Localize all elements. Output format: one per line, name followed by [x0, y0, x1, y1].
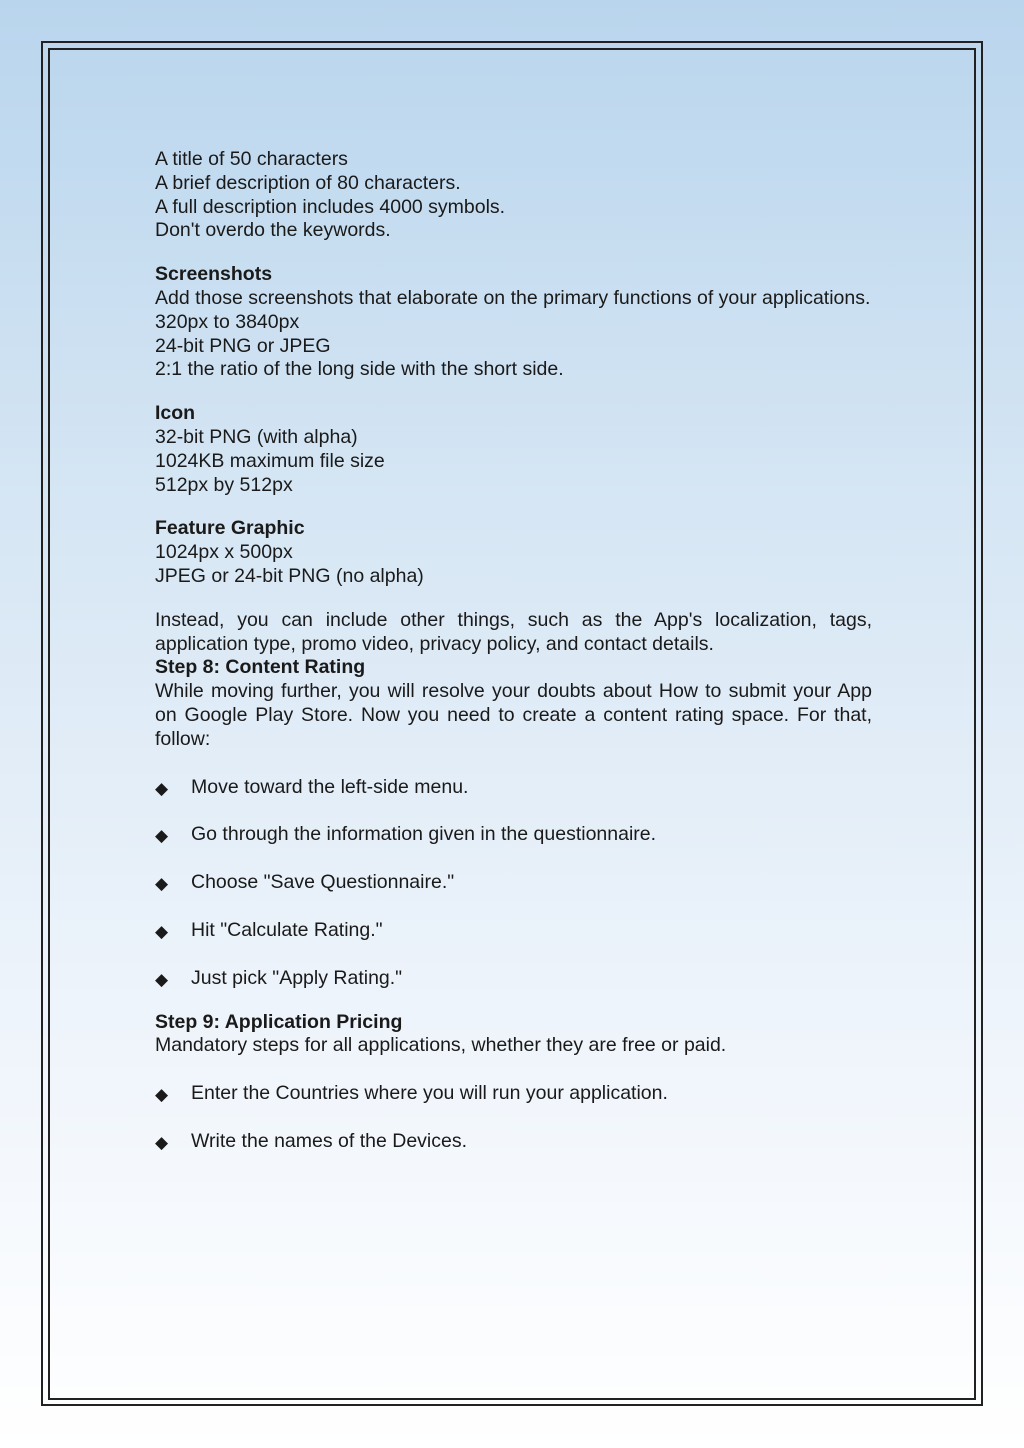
icon-line: 32-bit PNG (with alpha) [155, 425, 358, 448]
feature-graphic-line: JPEG or 24-bit PNG (no alpha) [155, 564, 424, 587]
list-item-text: Choose "Save Questionnaire." [191, 871, 455, 894]
list-item-text: Go through the information given in the questionnaire. [191, 823, 657, 846]
feature-graphic-heading: Feature Graphic [155, 517, 305, 540]
diamond-bullet-icon: ◆ [155, 1085, 169, 1105]
list-item [155, 967, 872, 991]
list-item [155, 1082, 872, 1106]
diamond-bullet-icon: ◆ [155, 778, 169, 798]
list-item [155, 776, 872, 800]
feature-graphic-section [155, 541, 872, 589]
list-item-text: Enter the Countries where you will run your application. [191, 1082, 668, 1105]
icon-line: 512px by 512px [155, 473, 293, 496]
list-item-text: Write the names of the Devices. [191, 1129, 468, 1152]
intro-line: A brief description of 80 characters. [155, 171, 461, 194]
list-item [155, 919, 872, 943]
step9-heading: Step 9: Application Pricing [155, 1010, 403, 1033]
screenshots-paragraph: Add those screenshots that elaborate on the primary functions of your applications. [155, 286, 871, 309]
screenshots-line: 2:1 the ratio of the long side with the short side. [155, 358, 564, 381]
step9-bullet-list [155, 1082, 872, 1154]
intro-line: A full description includes 4000 symbols. [155, 195, 506, 218]
list-item-text: Just pick "Apply Rating." [191, 966, 403, 989]
feature-graphic-line: 1024px x 500px [155, 541, 293, 564]
intro-line: Don't overdo the keywords. [155, 219, 391, 242]
icon-heading: Icon [155, 402, 196, 425]
list-item [155, 823, 872, 847]
step8-heading: Step 8: Content Rating [155, 656, 366, 679]
screenshots-line: 320px to 3840px [155, 310, 300, 333]
step8-bullet-list [155, 776, 872, 991]
icon-section [155, 426, 872, 497]
intro-line: A title of 50 characters [155, 148, 348, 170]
list-item [155, 1130, 872, 1154]
diamond-bullet-icon: ◆ [155, 874, 169, 894]
icon-line: 1024KB maximum file size [155, 449, 385, 472]
diamond-bullet-icon: ◆ [155, 1132, 169, 1152]
step9-paragraph: Mandatory steps for all applications, whether they are free or paid. [155, 1034, 727, 1057]
diamond-bullet-icon: ◆ [155, 969, 169, 989]
list-item [155, 871, 872, 895]
step8-paragraph: While moving further, you will resolve your doubts about How to submit your App on Google Play Store. Now you need to create a content rating space. For that, follow: [155, 680, 872, 750]
feature-graphic-paragraph: Instead, you can include other things, such as the App's localization, tags, application type, promo video, privacy policy, and contact details. [155, 608, 872, 655]
list-item-text: Move toward the left-side menu. [191, 775, 469, 798]
document-body [155, 148, 872, 1178]
diamond-bullet-icon: ◆ [155, 826, 169, 846]
screenshots-section [155, 287, 872, 382]
diamond-bullet-icon: ◆ [155, 921, 169, 941]
screenshots-heading: Screenshots [155, 263, 273, 286]
list-item-text: Hit "Calculate Rating." [191, 918, 383, 941]
screenshots-line: 24-bit PNG or JPEG [155, 334, 331, 357]
intro-lines [155, 148, 872, 243]
